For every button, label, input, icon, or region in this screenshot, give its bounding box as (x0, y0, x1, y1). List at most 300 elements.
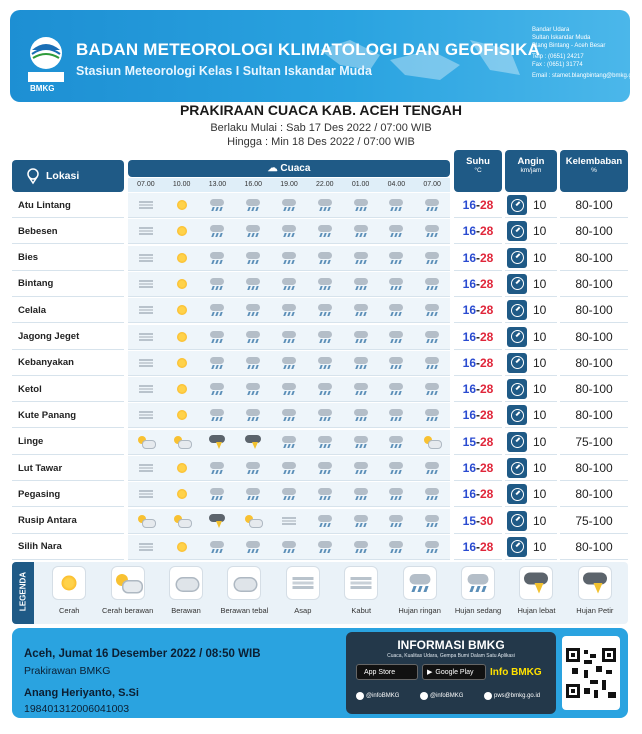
footer (12, 628, 628, 718)
temp-separator: - (476, 250, 480, 265)
rain-icon (280, 435, 298, 449)
wind-speed: 10 (533, 250, 547, 265)
weather-cell (307, 403, 343, 427)
rain-icon (244, 540, 262, 554)
weather-cells (128, 377, 450, 402)
weather-cell (378, 535, 414, 559)
weather-cell (271, 509, 307, 533)
rain-icon (387, 382, 405, 396)
weather-cell (378, 377, 414, 401)
legend-item-label: Cerah (58, 606, 80, 615)
weather-cells (128, 325, 450, 350)
temp-max: 28 (480, 382, 494, 397)
wind-info (505, 509, 557, 534)
fog-icon (137, 251, 155, 265)
legend-icon-box (519, 566, 553, 600)
location-name: Bintang (12, 272, 124, 297)
sun-icon (173, 408, 191, 422)
weather-cell (307, 377, 343, 401)
rain-icon (316, 330, 334, 344)
weather-cell (164, 403, 200, 427)
app-store-badge[interactable] (356, 664, 418, 680)
location-name: Kebanyakan (12, 351, 124, 376)
temp-max: 30 (480, 513, 494, 528)
cloud-icon (173, 573, 200, 594)
fog-icon (137, 408, 155, 422)
wind-info (505, 430, 557, 455)
weather-cell (378, 325, 414, 349)
weather-cell (414, 482, 450, 506)
rain-icon (280, 487, 298, 501)
weather-cell (200, 456, 236, 480)
legend-items (40, 562, 624, 624)
temp-separator: - (476, 198, 480, 212)
app-store-label: App Store (364, 668, 396, 676)
humidity-value: 75-100 (560, 430, 628, 455)
rain-icon (387, 224, 405, 238)
humidity-value: 80-100 (560, 246, 628, 271)
rain-icon (244, 330, 262, 344)
wind-speed: 10 (533, 224, 547, 239)
rain-icon (280, 382, 298, 396)
fog-icon (137, 224, 155, 238)
weather-cell (378, 509, 414, 533)
temp-max: 28 (480, 539, 494, 554)
temp-min: 15 (462, 513, 476, 528)
temperature-range (454, 377, 502, 402)
wind-direction-icon (507, 511, 527, 531)
rain-icon (423, 277, 441, 291)
weather-cell (271, 403, 307, 427)
temp-max: 28 (480, 355, 494, 370)
rain-icon (208, 408, 226, 422)
wind-unit: km/jam (520, 167, 542, 174)
rain-icon (316, 303, 334, 317)
rain-icon (316, 487, 334, 501)
weather-cell (164, 246, 200, 270)
legend-icon-box (52, 566, 86, 600)
temperature-range (454, 456, 502, 481)
fog-icon (137, 303, 155, 317)
weather-cell (235, 377, 271, 401)
rain-icon (208, 540, 226, 554)
header-banner (10, 10, 642, 102)
location-name: Bies (12, 246, 124, 271)
weather-cell (378, 430, 414, 454)
weather-cell (164, 456, 200, 480)
weather-cell (235, 351, 271, 375)
location-name: Pegasing (12, 482, 124, 507)
rain-icon (352, 356, 370, 370)
weather-cell (128, 219, 164, 243)
wind-direction-icon (507, 274, 527, 294)
psun-icon (173, 514, 191, 528)
temp-min: 16 (462, 408, 476, 423)
legend-item-label: Hujan lebat (517, 606, 556, 615)
weather-cell (200, 246, 236, 270)
forecaster-name: Anang Heriyanto, S.Si (24, 687, 139, 699)
rain-icon (280, 461, 298, 475)
twitter-label: @infoBMKG (366, 693, 400, 699)
weather-cell (200, 535, 236, 559)
temp-min: 16 (462, 461, 476, 475)
weather-cell (343, 509, 379, 533)
legend-item-label: Berawan (171, 606, 201, 615)
temperature-range (454, 430, 502, 455)
rain-icon (316, 382, 334, 396)
legend-item-label: Hujan sedang (454, 606, 502, 615)
weather-cell (378, 482, 414, 506)
sun-icon (173, 382, 191, 396)
weather-cell (200, 351, 236, 375)
rain-icon (352, 224, 370, 238)
weather-cell (164, 535, 200, 559)
address-line: Fax : (0651) 31774 (532, 62, 583, 68)
humidity-value: 80-100 (560, 403, 628, 428)
rain-icon (423, 303, 441, 317)
temperature-unit: °C (474, 167, 482, 174)
sun-icon (173, 303, 191, 317)
wind-direction-icon (507, 432, 527, 452)
weather-cell (343, 272, 379, 296)
info-bmkg-app-name: Info BMKG (490, 666, 542, 678)
temp-min: 16 (462, 303, 476, 318)
rain-icon (423, 330, 441, 344)
weather-cell (271, 430, 307, 454)
location-name: Ketol (12, 377, 124, 402)
location-name: Lut Tawar (12, 456, 124, 481)
location-pin-icon (26, 168, 40, 184)
temperature-range (454, 246, 502, 271)
weather-cell (307, 325, 343, 349)
temperature-column-header (454, 150, 502, 192)
weather-cell (271, 246, 307, 270)
weather-cell (414, 377, 450, 401)
rain-icon (387, 514, 405, 528)
rain-icon (280, 540, 298, 554)
fog-icon (137, 330, 155, 344)
weather-cells (128, 430, 450, 455)
weather-cell (343, 535, 379, 559)
wind-direction-icon (507, 327, 527, 347)
rain-icon (352, 251, 370, 265)
weather-cell (200, 325, 236, 349)
humidity-column-header (560, 150, 628, 192)
rain-icon (208, 356, 226, 370)
rain-icon (352, 540, 370, 554)
wind-direction-icon (507, 379, 527, 399)
sun-icon (173, 277, 191, 291)
rain-icon (352, 330, 370, 344)
logo-text: BMKG (30, 84, 55, 93)
rain-icon (208, 224, 226, 238)
temp-max: 28 (480, 276, 494, 291)
psun-icon (423, 435, 441, 449)
rain-icon (387, 435, 405, 449)
temperature-range (454, 403, 502, 428)
play-icon: ▶ (427, 669, 433, 676)
weather-header-label: Cuaca (280, 163, 311, 174)
rain-icon (244, 382, 262, 396)
wind-info (505, 456, 557, 481)
weather-cell (307, 272, 343, 296)
rain-icon (423, 224, 441, 238)
weather-cell (271, 219, 307, 243)
wind-speed: 10 (533, 461, 547, 475)
rain-icon (208, 198, 226, 212)
rain-icon (208, 382, 226, 396)
weather-cell (164, 351, 200, 375)
weather-cell (414, 456, 450, 480)
temp-max: 28 (480, 250, 494, 265)
rain-icon (244, 224, 262, 238)
weather-cell (414, 430, 450, 454)
temperature-range (454, 509, 502, 534)
fog-icon (137, 487, 155, 501)
rain-icon (280, 277, 298, 291)
rain-icon (208, 461, 226, 475)
storm-icon (208, 435, 226, 449)
weather-cell (128, 403, 164, 427)
weather-cell (128, 298, 164, 322)
legend-icon-box (578, 566, 612, 600)
address-line: Blang Bintang - Aceh Besar (532, 43, 606, 49)
rain-icon (423, 356, 441, 370)
weather-cell (307, 535, 343, 559)
rain-icon (352, 514, 370, 528)
wind-direction-icon (507, 300, 527, 320)
weather-cell (200, 219, 236, 243)
location-header-label: Lokasi (46, 170, 80, 182)
weather-cell (343, 219, 379, 243)
legend-icon-box (461, 566, 495, 600)
weather-cell (235, 219, 271, 243)
rain-icon (387, 251, 405, 265)
forecaster-nip: 198401312006041003 (24, 703, 130, 715)
rain-icon (280, 356, 298, 370)
weather-cell (200, 509, 236, 533)
table-row (12, 535, 628, 560)
rain-icon (352, 461, 370, 475)
rain-icon (316, 461, 334, 475)
legend-item (566, 562, 624, 624)
psun-icon (114, 573, 141, 594)
legend-icon-box (403, 566, 437, 600)
rain-icon (387, 461, 405, 475)
wind-speed: 10 (533, 513, 547, 528)
temp-separator: - (476, 329, 480, 344)
temp-separator: - (476, 461, 480, 475)
storm-icon (208, 514, 226, 528)
rain-icon (280, 408, 298, 422)
location-name: Celala (12, 298, 124, 323)
rain-icon (423, 514, 441, 528)
weather-cell (307, 298, 343, 322)
weather-cell (271, 193, 307, 217)
weather-cell (235, 246, 271, 270)
weather-cell (307, 456, 343, 480)
humidity-value: 80-100 (560, 377, 628, 402)
wind-info (505, 403, 557, 428)
rain-icon (208, 487, 226, 501)
rain-icon (423, 382, 441, 396)
weather-cell (164, 219, 200, 243)
weather-cell (200, 403, 236, 427)
forecast-title: PRAKIRAAN CUACA KAB. ACEH TENGAH (179, 102, 463, 118)
temp-min: 16 (462, 276, 476, 291)
temperature-range (454, 298, 502, 323)
rain-icon (316, 251, 334, 265)
legend-item (274, 562, 332, 624)
sun-icon (173, 224, 191, 238)
legend-item-label: Cerah berawan (101, 606, 154, 615)
weather-cell (307, 351, 343, 375)
weather-cell (307, 219, 343, 243)
legend-icon-box (111, 566, 145, 600)
temp-min: 16 (462, 250, 476, 265)
info-subtitle: Cuaca, Kualitas Udara, Gempa Bumi Dalam Satu Aplikasi (387, 653, 515, 659)
humidity-value: 80-100 (560, 193, 628, 218)
weather-cells (128, 456, 450, 481)
rain-icon (280, 251, 298, 265)
table-row (12, 272, 628, 297)
wind-direction-icon (507, 484, 527, 504)
cloud-icon: ☁ (267, 163, 281, 174)
storm-icon (244, 435, 262, 449)
email-contact[interactable] (484, 692, 540, 700)
weather-cell (378, 298, 414, 322)
weather-column-header (128, 160, 450, 177)
weather-cell (128, 482, 164, 506)
table-row (12, 246, 628, 271)
valid-to: Hingga : Min 18 Des 2022 / 07:00 WIB (227, 136, 415, 148)
weather-cells (128, 482, 450, 507)
legend-icon-box (344, 566, 378, 600)
temp-max: 28 (480, 408, 494, 423)
instagram-handle[interactable] (420, 692, 463, 700)
legend-item-label: Asap (294, 606, 312, 615)
wind-info (505, 298, 557, 323)
temp-separator: - (476, 276, 480, 291)
temp-min: 16 (462, 487, 476, 502)
fog-icon (137, 198, 155, 212)
legend-item (449, 562, 507, 624)
weather-cell (164, 509, 200, 533)
temp-max: 28 (480, 461, 494, 475)
weather-cell (164, 377, 200, 401)
sun-icon (173, 330, 191, 344)
temp-max: 28 (480, 198, 494, 212)
location-column-header (12, 160, 124, 192)
instagram-icon (420, 692, 428, 700)
legend-icon-box (227, 566, 261, 600)
table-row (12, 298, 628, 323)
temp-separator: - (476, 303, 480, 318)
weather-cell (128, 246, 164, 270)
weather-cell (235, 482, 271, 506)
weather-cell (414, 351, 450, 375)
rain-icon (244, 251, 262, 265)
wind-info (505, 193, 557, 218)
humidity-value: 80-100 (560, 482, 628, 507)
humidity-header-label: Kelembaban (565, 156, 623, 167)
twitter-handle[interactable] (356, 692, 399, 700)
weather-cell (343, 246, 379, 270)
weather-cell (200, 193, 236, 217)
weather-cell (164, 482, 200, 506)
rain-icon (387, 487, 405, 501)
rain-icon (423, 198, 441, 212)
temp-min: 16 (462, 224, 476, 239)
weather-cell (378, 456, 414, 480)
wind-direction-icon (507, 537, 527, 557)
google-play-badge[interactable] (422, 664, 486, 680)
humidity-value: 80-100 (560, 351, 628, 376)
hour-label: 07.00 (423, 181, 441, 188)
temp-separator: - (476, 513, 480, 528)
temperature-range (454, 219, 502, 244)
weather-cell (414, 193, 450, 217)
rain-icon (352, 435, 370, 449)
weather-cell (343, 482, 379, 506)
temp-max: 28 (480, 329, 494, 344)
temp-max: 28 (480, 487, 494, 502)
humidity-value: 80-100 (560, 456, 628, 481)
rain-icon (387, 303, 405, 317)
bmkg-logo (26, 36, 66, 84)
qr-code[interactable] (562, 636, 620, 710)
wind-speed: 10 (533, 303, 547, 318)
wind-direction-icon (507, 405, 527, 425)
weather-cell (128, 325, 164, 349)
rain-icon (387, 408, 405, 422)
info-title: INFORMASI BMKG (397, 638, 505, 652)
rain-icon (316, 408, 334, 422)
weather-cell (164, 272, 200, 296)
wind-speed: 10 (533, 434, 547, 449)
weather-cell (235, 430, 271, 454)
weather-cell (271, 535, 307, 559)
weather-cells (128, 193, 450, 218)
rain-icon (423, 408, 441, 422)
weather-cell (343, 298, 379, 322)
wind-info (505, 219, 557, 244)
wind-speed: 10 (533, 408, 547, 423)
wind-speed: 10 (533, 329, 547, 344)
rain-icon (244, 303, 262, 317)
wind-info (505, 482, 557, 507)
weather-cell (164, 193, 200, 217)
temperature-range (454, 482, 502, 507)
temperature-header-label: Suhu (466, 156, 490, 167)
hour-label: 22.00 (316, 181, 334, 188)
agency-title: BADAN METEOROLOGI KLIMATOLOGI DAN GEOFISIKA (76, 40, 541, 59)
temp-separator: - (476, 355, 480, 370)
weather-cell (128, 351, 164, 375)
humidity-value: 80-100 (560, 298, 628, 323)
wind-speed: 10 (533, 355, 547, 370)
rain-icon (387, 198, 405, 212)
weather-cell (343, 430, 379, 454)
sun-icon (56, 573, 83, 594)
weather-cell (414, 246, 450, 270)
rain-icon (423, 251, 441, 265)
weather-cell (235, 193, 271, 217)
temp-max: 28 (480, 434, 494, 449)
rain-icon (387, 540, 405, 554)
wind-speed: 10 (533, 276, 547, 291)
address-line: Bandar Udara (532, 27, 570, 33)
